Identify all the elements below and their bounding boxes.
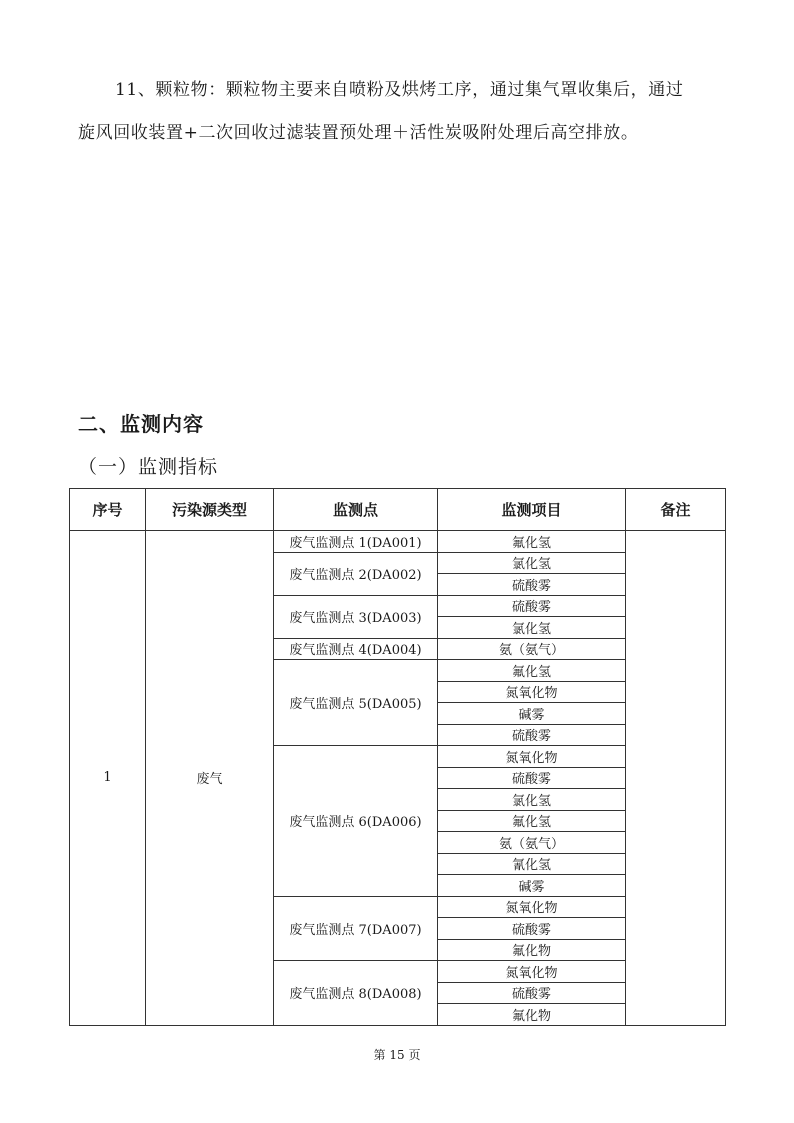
body-paragraph [78, 69, 728, 155]
source-type-cell: 废气 [146, 531, 274, 1026]
monitoring-item-cell: 氟化氢 [438, 660, 626, 682]
monitoring-item-cell: 氮氧化物 [438, 961, 626, 983]
monitoring-item-cell: 氯化氢 [438, 617, 626, 639]
subsection-title: （一）监测指标 [78, 456, 219, 478]
monitoring-point-cell: 废气监测点 7(DA007) [274, 896, 438, 961]
paragraph-line-1: 11、颗粒物：颗粒物主要来自喷粉及烘烤工序，通过集气罩收集后，通过 [115, 80, 684, 100]
serial-cell: 1 [70, 531, 146, 1026]
header-remark: 备注 [626, 489, 726, 531]
monitoring-item-cell: 碱雾 [438, 875, 626, 897]
monitoring-point-cell: 废气监测点 4(DA004) [274, 638, 438, 660]
header-monitoring-item: 监测项目 [438, 489, 626, 531]
monitoring-point-cell: 废气监测点 6(DA006) [274, 746, 438, 897]
header-serial: 序号 [70, 489, 146, 531]
monitoring-item-cell: 硫酸雾 [438, 574, 626, 596]
monitoring-point-cell: 废气监测点 2(DA002) [274, 552, 438, 595]
remark-cell [626, 531, 726, 1026]
header-source-type: 污染源类型 [146, 489, 274, 531]
monitoring-item-cell: 氯化氢 [438, 552, 626, 574]
monitoring-item-cell: 氯化氢 [438, 789, 626, 811]
table-row [70, 531, 726, 553]
monitoring-point-cell: 废气监测点 3(DA003) [274, 595, 438, 638]
monitoring-item-cell: 碱雾 [438, 703, 626, 725]
monitoring-point-cell: 废气监测点 5(DA005) [274, 660, 438, 746]
header-monitoring-point: 监测点 [274, 489, 438, 531]
section-title: 二、监测内容 [78, 412, 204, 436]
table-header-row [70, 489, 726, 531]
monitoring-item-cell: 氮氧化物 [438, 681, 626, 703]
monitoring-item-cell: 氨（氨气） [438, 638, 626, 660]
monitoring-item-cell: 氮氧化物 [438, 746, 626, 768]
monitoring-item-cell: 氰化氢 [438, 853, 626, 875]
monitoring-item-cell: 氨（氨气） [438, 832, 626, 854]
monitoring-item-cell: 硫酸雾 [438, 767, 626, 789]
monitoring-item-cell: 氟化物 [438, 1004, 626, 1026]
monitoring-point-cell: 废气监测点 1(DA001) [274, 531, 438, 553]
monitoring-item-cell: 氟化氢 [438, 531, 626, 553]
monitoring-point-cell: 废气监测点 8(DA008) [274, 961, 438, 1026]
paragraph-line-2: 旋风回收装置+二次回收过滤装置预处理＋活性炭吸附处理后高空排放。 [78, 123, 639, 143]
table-body [70, 531, 726, 1026]
monitoring-item-cell: 硫酸雾 [438, 724, 626, 746]
monitoring-table [69, 488, 726, 1026]
monitoring-item-cell: 硫酸雾 [438, 982, 626, 1004]
monitoring-item-cell: 氟化氢 [438, 810, 626, 832]
monitoring-item-cell: 氟化物 [438, 939, 626, 961]
monitoring-item-cell: 硫酸雾 [438, 595, 626, 617]
page-number: 第 15 页 [373, 1048, 421, 1062]
monitoring-item-cell: 硫酸雾 [438, 918, 626, 940]
monitoring-item-cell: 氮氧化物 [438, 896, 626, 918]
